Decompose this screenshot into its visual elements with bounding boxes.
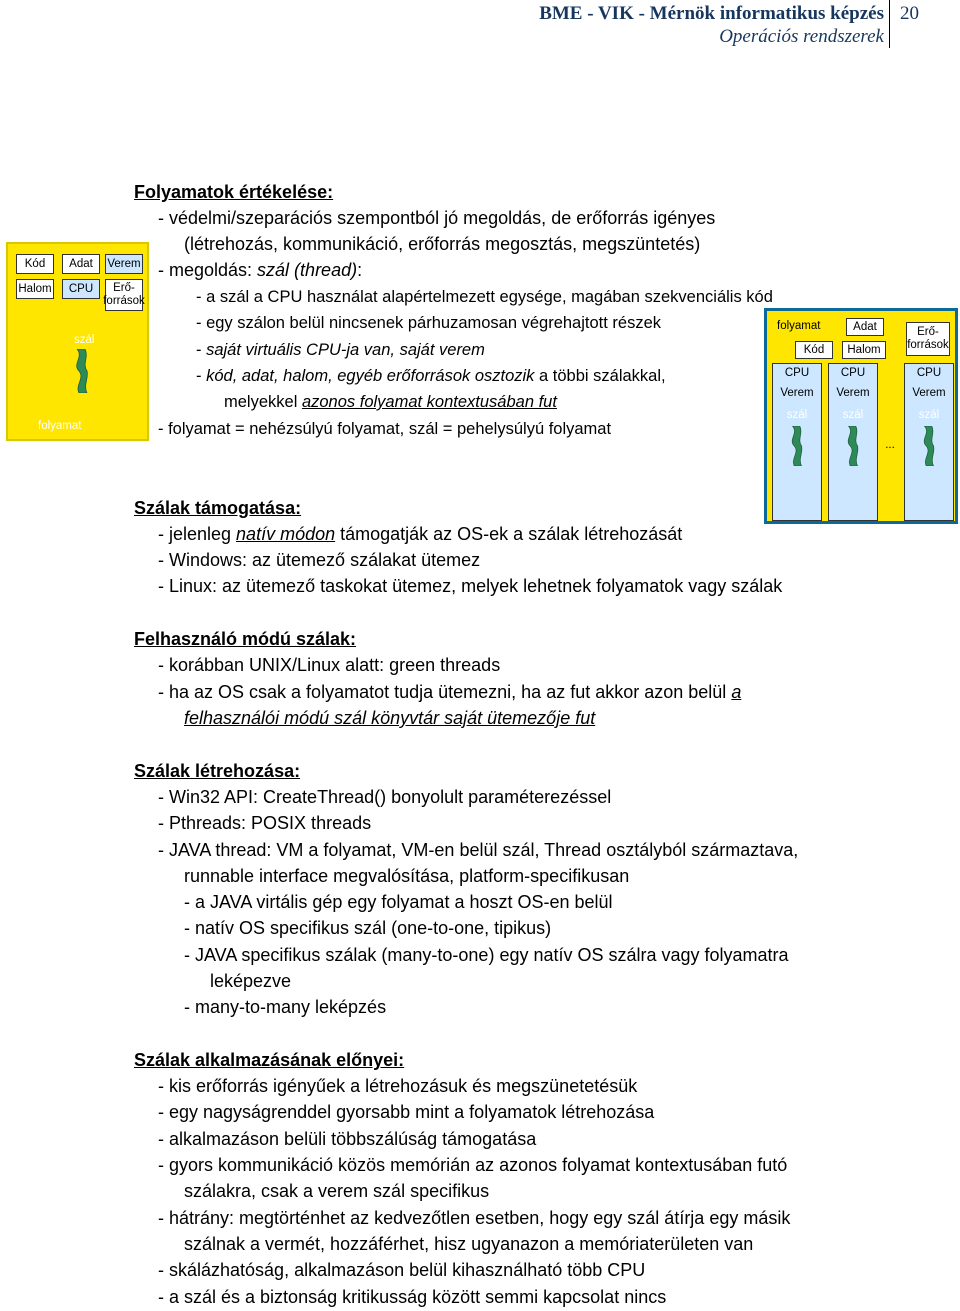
text-line: - korábban UNIX/Linux alatt: green threads — [158, 655, 501, 675]
stack-box: Verem — [105, 254, 143, 274]
text-line: - védelmi/szeparációs szempontból jó megoldás, de erőforrás igényes — [158, 208, 716, 228]
resources-box: Erő- források — [105, 279, 143, 311]
thread-icon — [845, 426, 861, 466]
header-title: BME - VIK - Mérnök informatikus képzés — [539, 3, 884, 24]
header-subtitle: Operációs rendszerek — [719, 26, 884, 47]
text-line: - a szál a CPU használat alapértelmezett egysége, magában szekvenciális kód — [196, 288, 773, 306]
section-heading-user-threads: Felhasználó módú szálak: — [134, 629, 357, 649]
text-line: - JAVA thread: VM a folyamat, VM-en belül szál, Thread osztályból származtava, — [158, 840, 799, 860]
thread-icon — [75, 349, 89, 393]
text-line: - gyors kommunikáció közös memórián az azonos folyamat kontextusában futó — [158, 1155, 788, 1175]
text-line: - megoldás: szál (thread): — [158, 260, 363, 280]
stack-label: Verem — [912, 387, 946, 399]
text-line: - a JAVA virtális gép egy folyamat a hoszt OS-en belül — [184, 892, 613, 912]
text-line: szálnak a vermét, hozzáférhet, hisz ugyanazon a memóriaterületen van — [184, 1234, 754, 1254]
single-thread-process-diagram — [6, 242, 149, 441]
text-line: melyekkel azonos folyamat kontextusában fut — [224, 393, 557, 411]
multi-thread-process-diagram — [764, 308, 958, 524]
thread-label: szál — [786, 409, 808, 421]
process-label: folyamat — [777, 320, 821, 332]
text-line: felhasználói módú szál könyvtár saját ütemezője fut — [184, 708, 596, 728]
stack-label: Verem — [780, 387, 814, 399]
thread-label: szál — [918, 409, 940, 421]
header-divider — [889, 0, 890, 48]
resources-box: Erő- források — [906, 322, 950, 356]
page-header — [0, 0, 960, 52]
text-line: - ha az OS csak a folyamatot tudja ütemezni, ha az fut akkor azon belül a — [158, 682, 742, 702]
text-line: - saját virtuális CPU-ja van, saját verem — [196, 341, 485, 359]
text-line: - jelenleg natív módon támogatják az OS-ek a szálak létrehozását — [158, 524, 683, 544]
text-line: runnable interface megvalósítása, platform-specifikusan — [184, 866, 630, 886]
text-line: szálakra, csak a verem szál specifikus — [184, 1181, 490, 1201]
text-line: - folyamat = nehézsúlyú folyamat, szál = pehelysúlyú folyamat — [158, 420, 612, 438]
text-line: - egy szálon belül nincsenek párhuzamosan végrehajtott részek — [196, 314, 662, 332]
heap-box: Halom — [16, 279, 54, 299]
text-line: - Windows: az ütemező szálakat ütemez — [158, 550, 481, 570]
data-box: Adat — [62, 254, 100, 274]
thread-icon — [921, 426, 937, 466]
page-number: 20 — [900, 3, 919, 24]
text-line: (létrehozás, kommunikáció, erőforrás megosztás, megszüntetés) — [184, 234, 701, 254]
text-line: leképezve — [210, 971, 292, 991]
text-line: - JAVA specifikus szálak (many-to-one) egy natív OS szálra vagy folyamatra — [184, 945, 789, 965]
text-line: - Pthreads: POSIX threads — [158, 813, 372, 833]
stack-label: Verem — [836, 387, 870, 399]
thread-label: szál — [74, 334, 95, 346]
text-line: - Linux: az ütemező taskokat ütemez, melyek lehetnek folyamatok vagy szálak — [158, 576, 783, 596]
section-heading-thread-creation: Szálak létrehozása: — [134, 761, 301, 781]
text-line: - Win32 API: CreateThread() bonyolult paraméterezéssel — [158, 787, 612, 807]
text-line: - many-to-many leképzés — [184, 997, 387, 1017]
text-line: - a szál és a biztonság kritikusság között semmi kapcsolat nincs — [158, 1287, 667, 1307]
heap-box: Halom — [842, 341, 886, 359]
ellipsis: ... — [885, 439, 895, 451]
cpu-label: CPU — [840, 367, 866, 379]
text-line: - kód, adat, halom, egyéb erőforrások osztozik a többi szálakkal, — [196, 367, 666, 385]
text-line: - natív OS specifikus szál (one-to-one, tipikus) — [184, 918, 552, 938]
text-line: - skálázhatóság, alkalmazáson belül kihasználható több CPU — [158, 1260, 646, 1280]
code-box: Kód — [795, 341, 833, 359]
cpu-box: CPU — [62, 279, 100, 299]
cpu-label: CPU — [784, 367, 810, 379]
section-heading-advantages: Szálak alkalmazásának előnyei: — [134, 1050, 405, 1070]
data-box: Adat — [846, 318, 884, 336]
section-heading-processes: Folyamatok értékelése: — [134, 182, 334, 202]
text-line: - egy nagyságrenddel gyorsabb mint a folyamatok létrehozása — [158, 1102, 655, 1122]
cpu-label: CPU — [916, 367, 942, 379]
code-box: Kód — [16, 254, 54, 274]
process-label: folyamat — [38, 420, 82, 432]
text-line: - kis erőforrás igényűek a létrehozásuk és megszünetetésük — [158, 1076, 638, 1096]
text-line: - alkalmazáson belüli többszálúság támogatása — [158, 1129, 537, 1149]
thread-icon — [789, 426, 805, 466]
text-line: - hátrány: megtörténhet az kedvezőtlen esetben, hogy egy szál átírja egy másik — [158, 1208, 791, 1228]
section-heading-thread-support: Szálak támogatása: — [134, 498, 302, 518]
thread-label: szál — [842, 409, 864, 421]
